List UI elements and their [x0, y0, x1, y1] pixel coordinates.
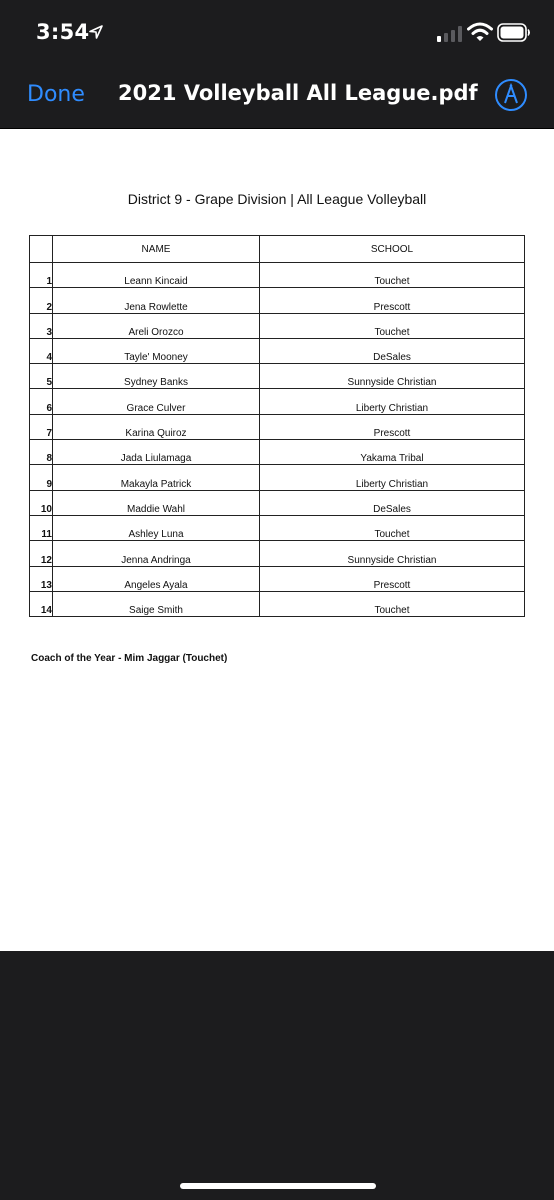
player-name: Leann Kincaid — [53, 263, 260, 288]
school-name: Yakama Tribal — [260, 440, 525, 465]
status-bar — [0, 0, 554, 66]
row-number: 10 — [30, 490, 53, 515]
header-school: SCHOOL — [260, 236, 525, 263]
markup-button[interactable] — [494, 78, 528, 112]
document-title: 2021 Volleyball All League.pdf — [118, 81, 478, 105]
wifi-icon — [467, 22, 493, 42]
player-name: Areli Orozco — [53, 313, 260, 338]
school-name: DeSales — [260, 338, 525, 363]
coach-of-the-year: Coach of the Year - Mim Jaggar (Touchet) — [31, 653, 228, 664]
school-name: Touchet — [260, 263, 525, 288]
school-name: Touchet — [260, 591, 525, 616]
cellular-signal-icon — [436, 26, 464, 42]
table-row — [30, 515, 525, 540]
school-name: Prescott — [260, 288, 525, 313]
table-row — [30, 465, 525, 490]
row-number: 3 — [30, 313, 53, 338]
player-name: Angeles Ayala — [53, 566, 260, 591]
player-name: Ashley Luna — [53, 515, 260, 540]
row-number: 11 — [30, 515, 53, 540]
table-row — [30, 338, 525, 363]
home-indicator[interactable] — [180, 1183, 376, 1189]
player-name: Jena Rowlette — [53, 288, 260, 313]
school-name: Touchet — [260, 313, 525, 338]
battery-icon — [497, 23, 531, 42]
location-arrow-icon — [88, 24, 104, 40]
header-number — [30, 236, 53, 263]
table-row — [30, 490, 525, 515]
school-name: Prescott — [260, 414, 525, 439]
table-row — [30, 313, 525, 338]
school-name: Liberty Christian — [260, 465, 525, 490]
table-row — [30, 263, 525, 288]
player-name: Makayla Patrick — [53, 465, 260, 490]
table-row — [30, 389, 525, 414]
table-row — [30, 288, 525, 313]
player-name: Maddie Wahl — [53, 490, 260, 515]
markup-pen-icon — [494, 78, 528, 112]
row-number: 8 — [30, 440, 53, 465]
player-name: Grace Culver — [53, 389, 260, 414]
pdf-page[interactable] — [0, 129, 554, 951]
table-row — [30, 364, 525, 389]
school-name: Sunnyside Christian — [260, 541, 525, 566]
header-name: NAME — [53, 236, 260, 263]
player-name: Karina Quiroz — [53, 414, 260, 439]
school-name: Touchet — [260, 515, 525, 540]
done-button[interactable]: Done — [27, 82, 85, 107]
row-number: 9 — [30, 465, 53, 490]
row-number: 4 — [30, 338, 53, 363]
roster-table — [29, 235, 525, 617]
row-number: 7 — [30, 414, 53, 439]
table-row — [30, 414, 525, 439]
school-name: DeSales — [260, 490, 525, 515]
school-name: Sunnyside Christian — [260, 364, 525, 389]
player-name: Jenna Andringa — [53, 541, 260, 566]
row-number: 5 — [30, 364, 53, 389]
player-name: Jada Liulamaga — [53, 440, 260, 465]
page-heading: District 9 - Grape Division | All League Volleyball — [127, 191, 427, 207]
table-row — [30, 566, 525, 591]
row-number: 6 — [30, 389, 53, 414]
table-header-row — [30, 236, 525, 263]
table-row — [30, 591, 525, 616]
table-row — [30, 440, 525, 465]
player-name: Tayle' Mooney — [53, 338, 260, 363]
row-number: 2 — [30, 288, 53, 313]
table-row — [30, 541, 525, 566]
row-number: 14 — [30, 591, 53, 616]
navigation-bar — [0, 66, 554, 129]
row-number: 12 — [30, 541, 53, 566]
status-time: 3:54 — [36, 20, 90, 44]
school-name: Liberty Christian — [260, 389, 525, 414]
player-name: Sydney Banks — [53, 364, 260, 389]
player-name: Saige Smith — [53, 591, 260, 616]
row-number: 13 — [30, 566, 53, 591]
school-name: Prescott — [260, 566, 525, 591]
row-number: 1 — [30, 263, 53, 288]
